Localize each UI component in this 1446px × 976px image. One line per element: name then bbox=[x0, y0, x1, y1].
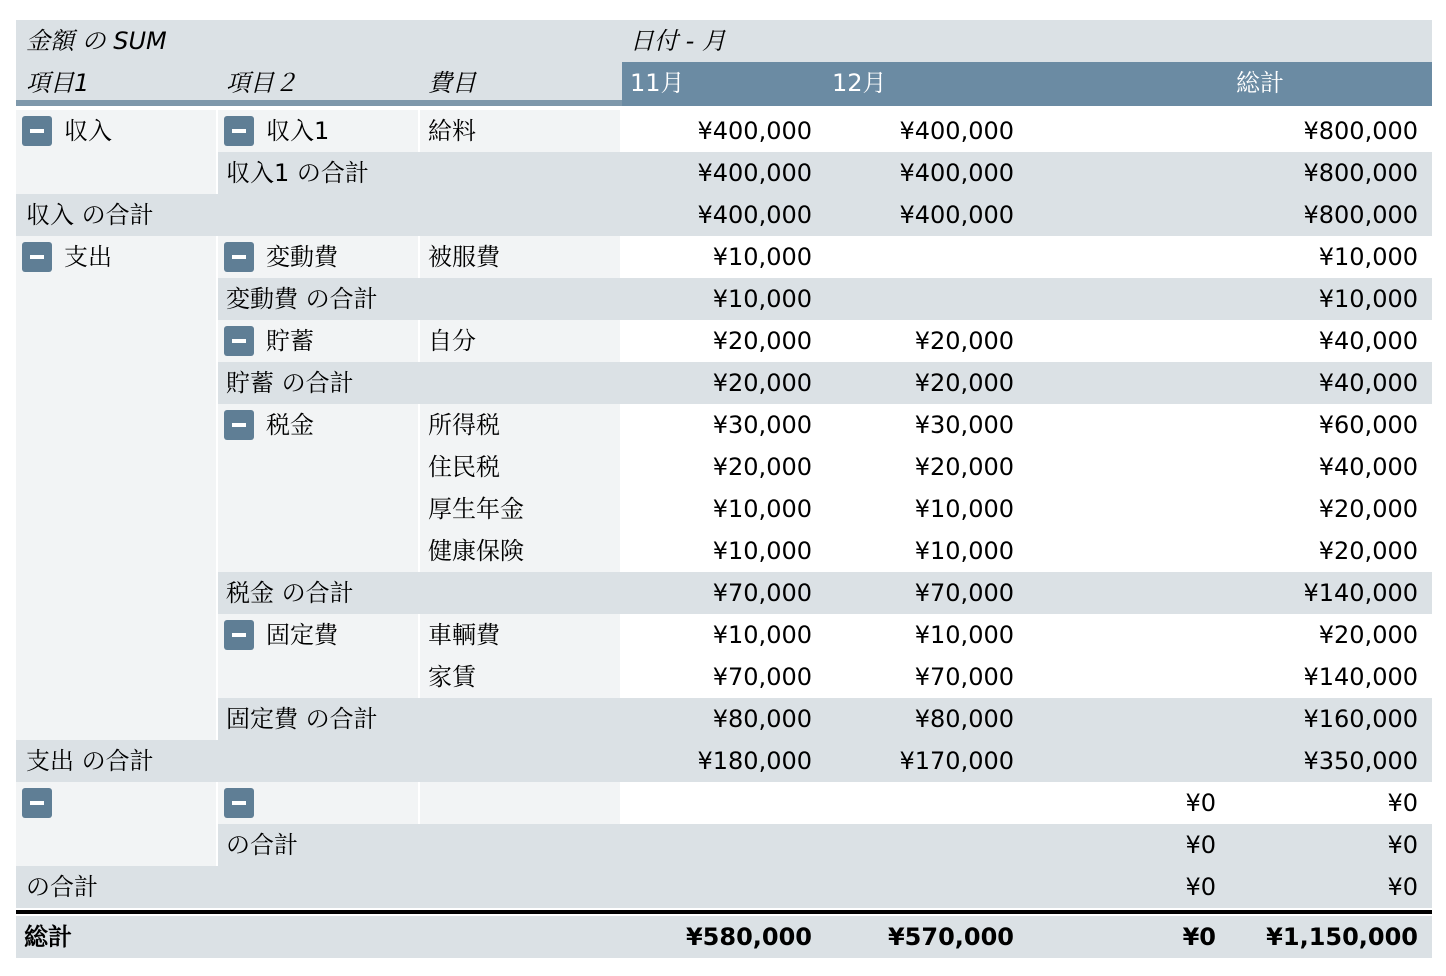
row-group-cell-1 bbox=[16, 656, 216, 698]
table-row bbox=[16, 782, 1432, 824]
table-row bbox=[16, 320, 1432, 362]
group-total-label: 支出 の合計 bbox=[26, 747, 154, 775]
value-cell: ¥400,000 bbox=[899, 159, 1014, 187]
value-cell: ¥400,000 bbox=[697, 159, 812, 187]
row-group-cell-2 bbox=[218, 530, 418, 572]
header-underline bbox=[16, 100, 622, 106]
collapse-toggle-icon[interactable] bbox=[22, 116, 52, 146]
row-expense-label: 厚生年金 bbox=[428, 495, 524, 523]
value-cell: ¥800,000 bbox=[1303, 159, 1418, 187]
table-row bbox=[16, 278, 1432, 320]
table-row bbox=[16, 866, 1432, 908]
subtotal-label: 固定費 の合計 bbox=[226, 705, 378, 733]
value-cell: ¥160,000 bbox=[1303, 705, 1418, 733]
table-row bbox=[16, 824, 1432, 866]
value-cell: ¥20,000 bbox=[712, 327, 812, 355]
value-cell: ¥140,000 bbox=[1303, 663, 1418, 691]
value-cell: ¥0 bbox=[1387, 873, 1418, 901]
table-row bbox=[16, 698, 1432, 740]
row-field-label-2: 項目２ bbox=[226, 69, 298, 97]
header-row-fields bbox=[16, 62, 1432, 106]
value-cell: ¥70,000 bbox=[914, 663, 1014, 691]
subtotal-label: の合計 bbox=[226, 831, 298, 859]
table-row bbox=[16, 152, 1432, 194]
column-header-total[interactable]: 総計 bbox=[1236, 62, 1336, 106]
value-cell: ¥70,000 bbox=[914, 579, 1014, 607]
value-cell: ¥10,000 bbox=[712, 495, 812, 523]
row-item2-label: 税金 bbox=[266, 411, 314, 439]
value-cell: ¥170,000 bbox=[899, 747, 1014, 775]
subtotal-label: 変動費 の合計 bbox=[226, 285, 378, 313]
value-cell: ¥30,000 bbox=[712, 411, 812, 439]
collapse-toggle-icon[interactable] bbox=[224, 620, 254, 650]
value-cell: ¥70,000 bbox=[712, 579, 812, 607]
row-expense-label: 所得税 bbox=[428, 411, 500, 439]
group-total-label: の合計 bbox=[26, 873, 98, 901]
row-group-cell-1 bbox=[16, 404, 216, 446]
row-expense-label: 家賃 bbox=[428, 663, 476, 691]
row-field-label-1: 項目1 bbox=[16, 62, 622, 106]
value-cell: ¥10,000 bbox=[712, 621, 812, 649]
value-cell: ¥10,000 bbox=[1318, 243, 1418, 271]
value-cell: ¥40,000 bbox=[1318, 327, 1418, 355]
grand-total-rule bbox=[16, 910, 1432, 914]
value-cell: ¥20,000 bbox=[712, 369, 812, 397]
row-group-cell-1 bbox=[16, 488, 216, 530]
row-group-cell-1 bbox=[16, 530, 216, 572]
subtotal-label: 貯蓄 の合計 bbox=[226, 369, 354, 397]
grand-total-value: ¥1,150,000 bbox=[1266, 923, 1418, 951]
row-expense-label: 被服費 bbox=[428, 243, 500, 271]
column-header-dec[interactable]: 12月 bbox=[832, 62, 1022, 106]
value-cell: ¥20,000 bbox=[1318, 537, 1418, 565]
subtotal-label: 収入1 の合計 bbox=[226, 159, 369, 187]
value-cell: ¥350,000 bbox=[1303, 747, 1418, 775]
column-header-nov[interactable]: 11月 bbox=[630, 62, 820, 106]
collapse-toggle-icon[interactable] bbox=[224, 116, 254, 146]
table-row bbox=[16, 614, 1432, 656]
row-group-cell-1 bbox=[16, 362, 216, 404]
subtotal-label: 税金 の合計 bbox=[226, 579, 354, 607]
value-cell: ¥70,000 bbox=[712, 663, 812, 691]
value-cell: ¥0 bbox=[1185, 831, 1216, 859]
table-row bbox=[16, 404, 1432, 446]
row-expense-label: 自分 bbox=[428, 327, 476, 355]
row-expense-label: 健康保険 bbox=[428, 537, 524, 565]
value-cell: ¥10,000 bbox=[914, 495, 1014, 523]
row-group-cell-2 bbox=[218, 446, 418, 488]
value-cell: ¥40,000 bbox=[1318, 369, 1418, 397]
value-cell: ¥400,000 bbox=[697, 201, 812, 229]
row-group-cell-1 bbox=[16, 278, 216, 320]
collapse-toggle-icon[interactable] bbox=[22, 242, 52, 272]
value-cell: ¥400,000 bbox=[899, 117, 1014, 145]
value-cell: ¥0 bbox=[1185, 789, 1216, 817]
value-cell: ¥20,000 bbox=[914, 369, 1014, 397]
value-cell: ¥10,000 bbox=[712, 243, 812, 271]
row-group-cell-1 bbox=[16, 614, 216, 656]
row-item2-label: 貯蓄 bbox=[266, 327, 314, 355]
value-cell: ¥0 bbox=[1185, 873, 1216, 901]
value-cell: ¥0 bbox=[1387, 831, 1418, 859]
row-group-cell-2 bbox=[218, 488, 418, 530]
collapse-toggle-icon[interactable] bbox=[224, 410, 254, 440]
value-cell: ¥20,000 bbox=[712, 453, 812, 481]
value-cell: ¥80,000 bbox=[914, 705, 1014, 733]
value-cell: ¥10,000 bbox=[914, 537, 1014, 565]
grand-total-value: ¥580,000 bbox=[685, 923, 812, 951]
value-cell: ¥10,000 bbox=[914, 621, 1014, 649]
table-row bbox=[16, 362, 1432, 404]
row-item2-label: 収入1 bbox=[266, 117, 330, 145]
value-cell: ¥400,000 bbox=[697, 117, 812, 145]
value-cell: ¥140,000 bbox=[1303, 579, 1418, 607]
table-row bbox=[16, 656, 1432, 698]
table-row bbox=[16, 194, 1432, 236]
table-row bbox=[16, 446, 1432, 488]
row-group-cell-1 bbox=[16, 320, 216, 362]
table-row bbox=[16, 530, 1432, 572]
row-expense-label: 住民税 bbox=[428, 453, 500, 481]
collapse-toggle-icon[interactable] bbox=[22, 788, 52, 818]
row-group-cell-3 bbox=[420, 782, 620, 824]
table-row bbox=[16, 572, 1432, 614]
row-group-cell-1 bbox=[16, 698, 216, 740]
row-group-cell-1 bbox=[16, 824, 216, 866]
value-cell: ¥10,000 bbox=[712, 285, 812, 313]
value-cell: ¥60,000 bbox=[1318, 411, 1418, 439]
row-expense-label: 車輌費 bbox=[428, 621, 500, 649]
row-group-cell-1 bbox=[16, 446, 216, 488]
value-cell: ¥20,000 bbox=[1318, 621, 1418, 649]
row-group-cell-1 bbox=[16, 152, 216, 194]
grand-total-label: 総計 bbox=[24, 923, 72, 951]
date-field-label: 日付 - 月 bbox=[630, 27, 726, 55]
measure-label: 金額 の SUM bbox=[26, 27, 167, 55]
grand-total-value: ¥0 bbox=[1182, 923, 1216, 951]
row-group-cell-1 bbox=[16, 572, 216, 614]
value-cell: ¥10,000 bbox=[1318, 285, 1418, 313]
value-cell: ¥0 bbox=[1387, 789, 1418, 817]
value-cell: ¥10,000 bbox=[712, 537, 812, 565]
table-row bbox=[16, 110, 1432, 152]
table-row bbox=[16, 488, 1432, 530]
row-expense-label: 給料 bbox=[428, 117, 476, 145]
group-total-label: 収入 の合計 bbox=[26, 201, 154, 229]
value-cell: ¥800,000 bbox=[1303, 117, 1418, 145]
table-row bbox=[16, 740, 1432, 782]
row-item1-label: 支出 bbox=[64, 243, 112, 271]
collapse-toggle-icon[interactable] bbox=[224, 326, 254, 356]
table-row bbox=[16, 236, 1432, 278]
value-cell: ¥20,000 bbox=[914, 327, 1014, 355]
value-cell: ¥20,000 bbox=[914, 453, 1014, 481]
row-item1-label: 収入 bbox=[64, 117, 112, 145]
grand-total-value: ¥570,000 bbox=[887, 923, 1014, 951]
row-item2-label: 変動費 bbox=[266, 243, 338, 271]
collapse-toggle-icon[interactable] bbox=[224, 788, 254, 818]
value-cell: ¥40,000 bbox=[1318, 453, 1418, 481]
row-group-cell-2 bbox=[218, 656, 418, 698]
grand-total-row bbox=[16, 916, 1432, 958]
row-item2-label: 固定費 bbox=[266, 621, 338, 649]
value-cell: ¥800,000 bbox=[1303, 201, 1418, 229]
value-cell: ¥400,000 bbox=[899, 201, 1014, 229]
value-cell: ¥80,000 bbox=[712, 705, 812, 733]
value-cell: ¥20,000 bbox=[1318, 495, 1418, 523]
collapse-toggle-icon[interactable] bbox=[224, 242, 254, 272]
value-cell: ¥30,000 bbox=[914, 411, 1014, 439]
row-field-label-3: 費目 bbox=[428, 69, 476, 97]
header-row-measure bbox=[16, 20, 1432, 62]
value-cell: ¥180,000 bbox=[697, 747, 812, 775]
